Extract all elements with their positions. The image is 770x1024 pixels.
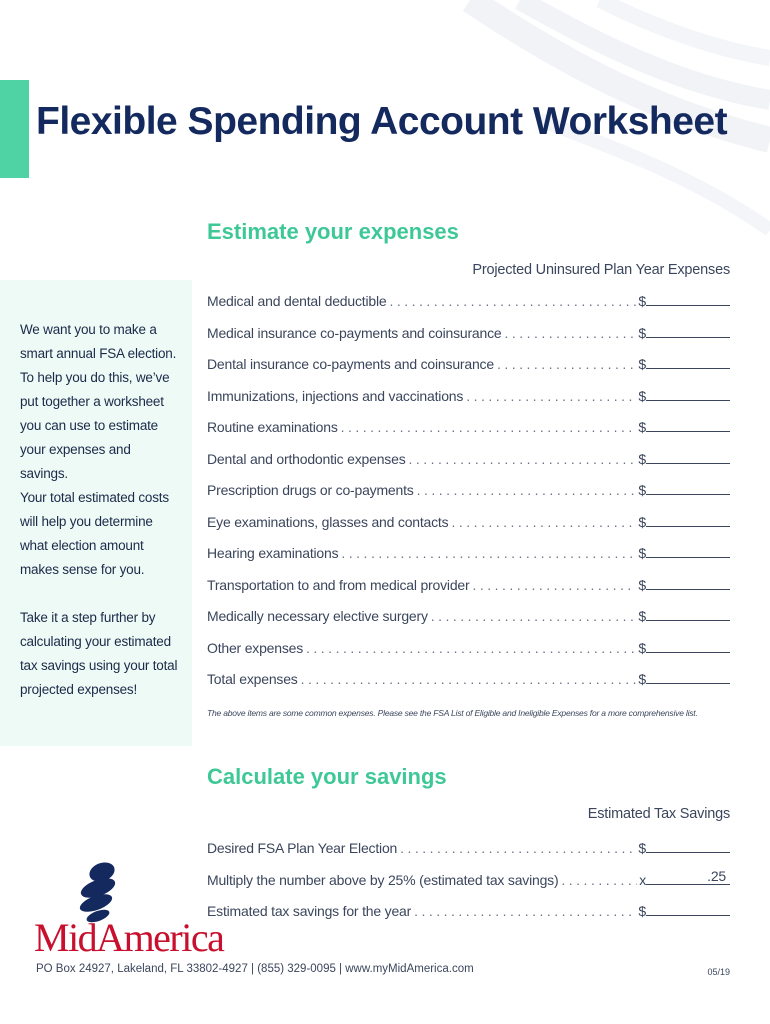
dot-leader <box>301 671 637 687</box>
expense-row <box>207 541 730 561</box>
dot-leader <box>561 872 637 888</box>
currency-symbol: $ <box>638 639 646 656</box>
currency-symbol: $ <box>638 482 646 498</box>
savings-row <box>207 868 730 888</box>
expense-amount-field[interactable] <box>646 667 730 684</box>
savings-amount-field[interactable] <box>646 836 730 853</box>
expense-row <box>207 667 730 687</box>
expense-label: Hearing examinations <box>207 545 339 561</box>
expense-amount-field[interactable] <box>646 415 730 432</box>
currency-symbol: $ <box>638 419 646 435</box>
expense-amount-field[interactable] <box>646 321 730 338</box>
footer-date-code: 05/19 <box>707 967 730 977</box>
expense-row <box>207 478 730 498</box>
expenses-column-header: Projected Uninsured Plan Year Expenses <box>472 262 730 278</box>
dot-leader <box>389 293 636 309</box>
expense-amount-field[interactable] <box>646 541 730 558</box>
expense-row <box>207 384 730 404</box>
savings-symbol: $ <box>638 903 646 919</box>
expense-row <box>207 321 730 341</box>
dot-leader <box>409 451 637 467</box>
expense-label: Medical insurance co-payments and coinsurance <box>207 324 502 341</box>
expense-label: Medically necessary elective surgery <box>207 608 428 624</box>
expense-row <box>207 573 730 593</box>
expense-label: Eye examinations, glasses and contacts <box>207 513 449 530</box>
currency-symbol: $ <box>638 293 646 309</box>
savings-column-header: Estimated Tax Savings <box>587 806 730 822</box>
dot-leader <box>431 608 637 624</box>
midamerica-logo: MidAmerica <box>34 915 224 960</box>
dot-leader <box>341 419 637 435</box>
expense-label: Other expenses <box>207 639 304 656</box>
dot-leader <box>417 482 637 498</box>
savings-amount-field[interactable] <box>646 868 730 885</box>
expense-row <box>207 604 730 624</box>
savings-row <box>207 836 730 856</box>
expense-label: Transportation to and from medical provider <box>207 576 470 593</box>
expense-amount-field[interactable] <box>646 384 730 401</box>
dot-leader <box>472 577 636 593</box>
expense-row <box>207 447 730 467</box>
currency-symbol: $ <box>638 576 646 593</box>
savings-label: Desired FSA Plan Year Election <box>207 840 398 856</box>
dot-leader <box>414 903 636 919</box>
expense-amount-field[interactable] <box>646 510 730 527</box>
currency-symbol: $ <box>638 513 646 530</box>
expense-amount-field[interactable] <box>646 289 730 306</box>
dot-leader <box>466 388 636 404</box>
expense-label: Dental and orthodontic expenses <box>207 450 406 467</box>
savings-amount-field[interactable] <box>646 899 730 916</box>
sidebar-paragraph: We want you to make a smart annual FSA election. To help you do this, we’ve put together a worksheet you can use to estimate your expenses and savings. <box>20 322 177 481</box>
currency-symbol: $ <box>638 356 646 372</box>
savings-row <box>207 899 730 919</box>
savings-symbol: x <box>639 871 646 888</box>
savings-label: Estimated tax savings for the year <box>207 903 412 919</box>
expense-amount-field[interactable] <box>646 573 730 590</box>
footer-contact: PO Box 24927, Lakeland, FL 33802-4927 | (855) 329-0095 | www.myMidAmerica.com <box>36 963 474 975</box>
expense-amount-field[interactable] <box>646 478 730 495</box>
expense-amount-field[interactable] <box>646 352 730 369</box>
expense-amount-field[interactable] <box>646 604 730 621</box>
currency-symbol: $ <box>638 387 646 404</box>
expense-label: Routine examinations <box>207 419 338 435</box>
savings-heading: Calculate your savings <box>207 764 447 789</box>
expense-row <box>207 510 730 530</box>
currency-symbol: $ <box>638 324 646 341</box>
dot-leader <box>497 356 636 372</box>
expense-row <box>207 415 730 435</box>
sidebar-paragraph: Your total estimated costs will help you determine what election amount makes sense for you. <box>20 490 169 577</box>
dot-leader <box>306 640 636 656</box>
currency-symbol: $ <box>638 450 646 467</box>
page-title: Flexible Spending Account Worksheet <box>36 100 728 143</box>
dot-leader <box>451 514 636 530</box>
savings-label: Multiply the number above by 25% (estimated tax savings) <box>207 871 559 888</box>
sidebar-paragraph: Take it a step further by calculating your estimated tax savings using your total projected expenses! <box>20 610 178 697</box>
savings-value: .25 <box>707 867 726 884</box>
expense-amount-field[interactable] <box>646 447 730 464</box>
dot-leader <box>341 545 636 561</box>
expense-amount-field[interactable] <box>646 636 730 653</box>
title-accent-bar <box>0 80 29 178</box>
expense-label: Total expenses <box>207 671 298 687</box>
expense-label: Medical and dental deductible <box>207 293 387 309</box>
expense-row <box>207 289 730 309</box>
expenses-heading: Estimate your expenses <box>207 219 459 244</box>
savings-symbol: $ <box>638 840 646 856</box>
dot-leader <box>400 840 636 856</box>
expenses-note: The above items are some common expenses. Please see the FSA List of Eligible and Ineligible Expenses for a more comprehensive list. <box>207 708 698 718</box>
expense-label: Dental insurance co-payments and coinsurance <box>207 356 494 372</box>
dot-leader <box>505 325 637 341</box>
currency-symbol: $ <box>638 671 646 687</box>
currency-symbol: $ <box>638 608 646 624</box>
sidebar-panel <box>0 280 192 746</box>
expense-label: Prescription drugs or co-payments <box>207 482 414 498</box>
expense-row <box>207 636 730 656</box>
expense-label: Immunizations, injections and vaccinations <box>207 387 464 404</box>
currency-symbol: $ <box>638 545 646 561</box>
expense-row <box>207 352 730 372</box>
